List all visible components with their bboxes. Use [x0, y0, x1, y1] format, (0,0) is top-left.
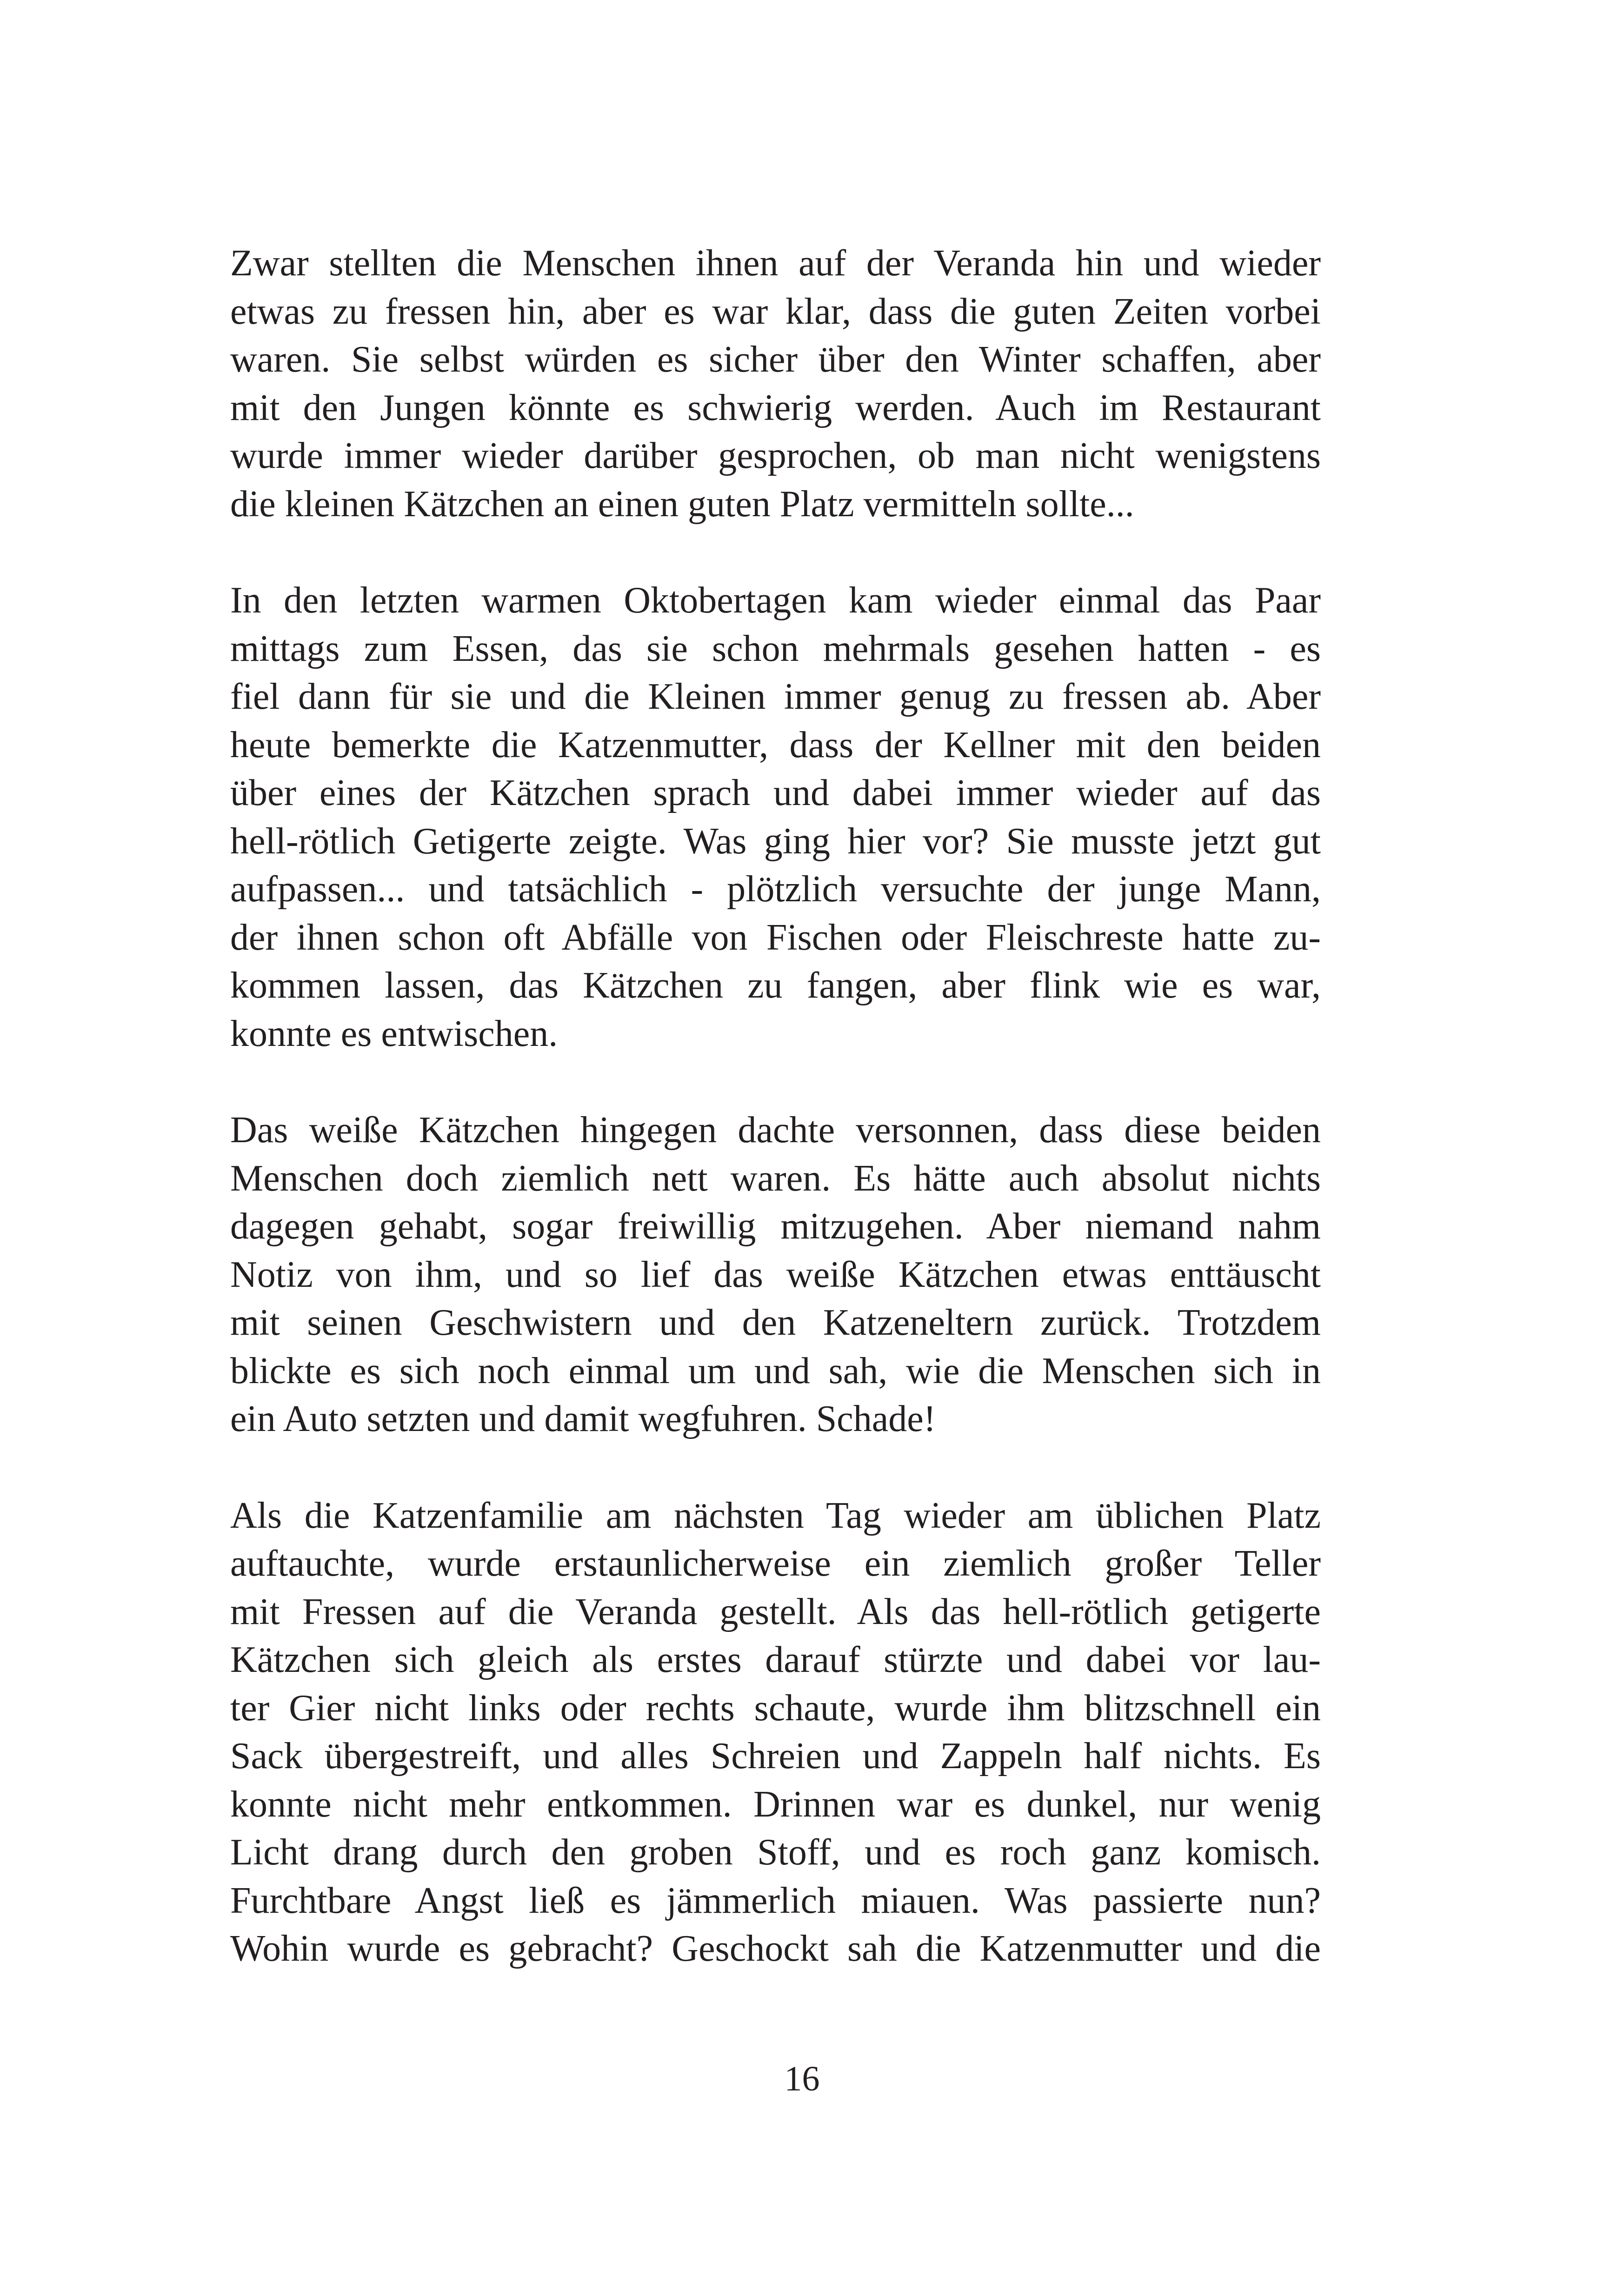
text-line: konnte es entwischen.	[230, 1013, 558, 1054]
text-line: konnte nicht mehr entkommen. Drinnen war es dunkel, nur wenig	[230, 1784, 1321, 1825]
text-line: Sack übergestreift, und alles Schreien und Zappeln half nichts. Es	[230, 1736, 1321, 1777]
text-line: die kleinen Kätzchen an einen guten Platz vermitteln sollte...	[230, 483, 1134, 525]
body-text	[230, 240, 1321, 2022]
text-line: blickte es sich noch einmal um und sah, wie die Menschen sich in	[230, 1350, 1321, 1391]
text-line: In den letzten warmen Oktobertagen kam wieder einmal das Paar	[230, 580, 1321, 621]
text-line: mit seinen Geschwistern und den Katzeneltern zurück. Trotzdem	[230, 1302, 1321, 1343]
text-line: Menschen doch ziemlich nett waren. Es hätte auch absolut nichts	[230, 1158, 1321, 1199]
text-line: Zwar stellten die Menschen ihnen auf der Veranda hin und wieder	[230, 243, 1321, 284]
text-line: dagegen gehabt, sogar freiwillig mitzugehen. Aber niemand nahm	[230, 1206, 1321, 1247]
text-line: Furchtbare Angst ließ es jämmerlich miauen. Was passierte nun?	[230, 1880, 1321, 1921]
text-line: hell-rötlich Getigerte zeigte. Was ging hier vor? Sie musste jetzt gut	[230, 820, 1321, 862]
text-line: Notiz von ihm, und so lief das weiße Kätzchen etwas enttäuscht	[230, 1254, 1321, 1295]
text-line: etwas zu fressen hin, aber es war klar, dass die guten Zeiten vorbei	[230, 291, 1321, 332]
text-line: ter Gier nicht links oder rechts schaute, wurde ihm blitzschnell ein	[230, 1687, 1321, 1729]
text-line: Kätzchen sich gleich als erstes darauf stürzte und dabei vor lau-	[230, 1639, 1321, 1680]
text-line: heute bemerkte die Katzenmutter, dass der Kellner mit den beiden	[230, 724, 1321, 765]
text-line: kommen lassen, das Kätzchen zu fangen, aber flink wie es war,	[230, 965, 1321, 1006]
text-line: ein Auto setzten und damit wegfuhren. Schade!	[230, 1398, 936, 1439]
text-line: Das weiße Kätzchen hingegen dachte versonnen, dass diese beiden	[230, 1110, 1321, 1151]
text-line: fiel dann für sie und die Kleinen immer genug zu fressen ab. Aber	[230, 676, 1321, 717]
paragraph-4	[230, 1492, 1321, 1973]
text-line: Licht drang durch den groben Stoff, und es roch ganz komisch.	[230, 1832, 1321, 1873]
text-line: mit Fressen auf die Veranda gestellt. Als das hell-rötlich getigerte	[230, 1591, 1321, 1632]
paragraph-1	[230, 240, 1321, 528]
text-line: wurde immer wieder darüber gesprochen, ob man nicht wenigstens	[230, 435, 1321, 476]
paragraph-2	[230, 577, 1321, 1058]
text-line: aufpassen... und tatsächlich - plötzlich versuchte der junge Mann,	[230, 869, 1321, 910]
text-line: waren. Sie selbst würden es sicher über den Winter schaffen, aber	[230, 339, 1321, 380]
text-line: mit den Jungen könnte es schwierig werden. Auch im Restaurant	[230, 387, 1321, 428]
paragraph-3	[230, 1106, 1321, 1444]
page-number: 16	[784, 2059, 820, 2098]
text-line: mittags zum Essen, das sie schon mehrmals gesehen hatten - es	[230, 628, 1321, 669]
text-line: der ihnen schon oft Abfälle von Fischen oder Fleischreste hatte zu-	[230, 917, 1321, 958]
text-line: über eines der Kätzchen sprach und dabei immer wieder auf das	[230, 772, 1321, 813]
text-line: Als die Katzenfamilie am nächsten Tag wieder am üblichen Platz	[230, 1495, 1321, 1536]
text-line: auftauchte, wurde erstaunlicherweise ein ziemlich großer Teller	[230, 1543, 1321, 1584]
text-line: Wohin wurde es gebracht? Geschockt sah die Katzenmutter und die	[230, 1928, 1321, 1969]
